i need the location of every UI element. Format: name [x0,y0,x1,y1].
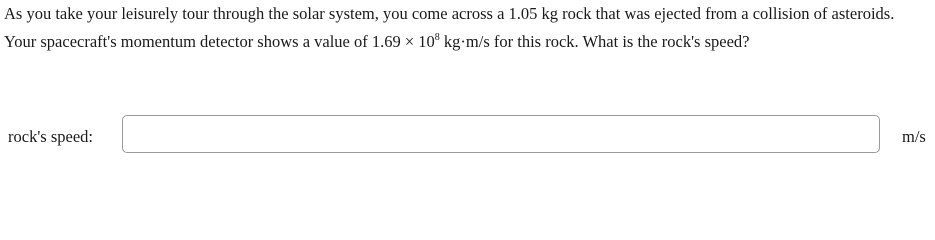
question-text-part1: As you take your leisurely tour through the solar system, you come across a 1.05 kg rock that was ejected from a collision of asteroids. Your spacecraft's momentum detector shows a value of 1.69 × 10 [4,4,895,51]
rock-speed-label: rock's speed: [8,127,93,146]
question-text [4,0,929,56]
answer-row [0,115,935,159]
rock-speed-input[interactable] [122,115,880,153]
question-text-part2: kg·m/s for this rock. What is the rock's speed? [439,32,750,51]
speed-unit-label: m/s [902,127,926,146]
exponent-superscript: 8 [434,32,440,43]
